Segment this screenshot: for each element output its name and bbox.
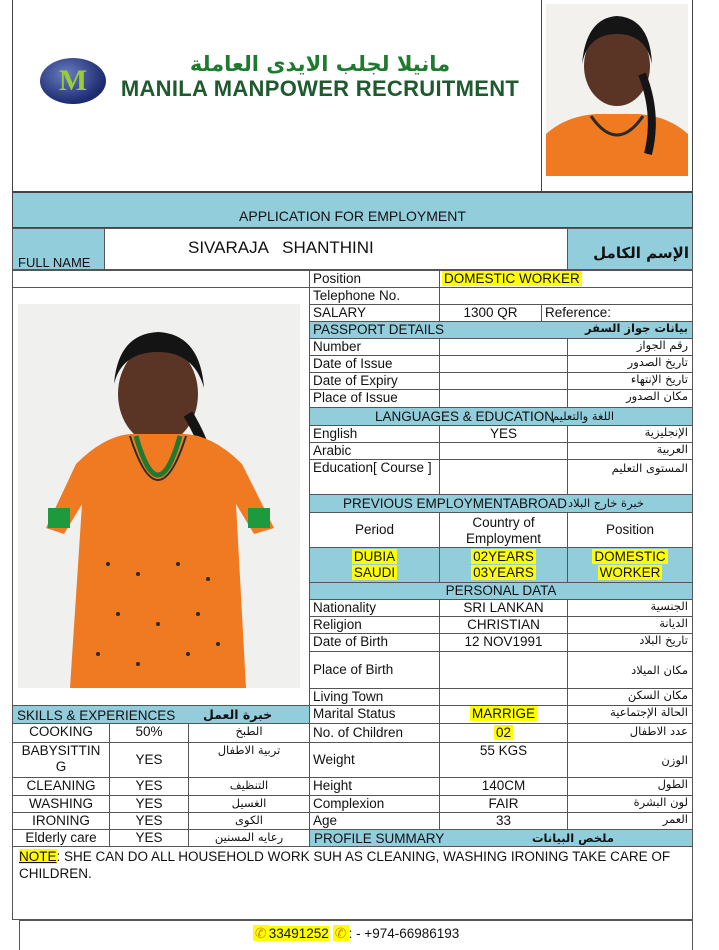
marital-value-cell [439, 705, 568, 724]
weight-label: Weight [309, 742, 440, 778]
education-label: Education[ Course ] [309, 459, 440, 495]
full-name-label: FULL NAME [18, 255, 91, 270]
english-ar: الإنجليزية [567, 425, 693, 443]
children-value: 02 [495, 725, 512, 740]
col-period: Period [309, 512, 440, 548]
employment-country-cell [439, 547, 568, 583]
complexion-label: Complexion [309, 795, 440, 813]
height-ar: الطول [567, 777, 693, 796]
arabic-value [439, 442, 568, 460]
age-label: Age [309, 812, 440, 830]
dob-ar: تاريخ البلاد [567, 633, 693, 652]
employment-country-1: 02YEARS [473, 549, 534, 564]
skill-washing-label: WASHING [12, 795, 110, 813]
skill-babysitting-ar: تربية الاطفال [188, 742, 310, 778]
arabic-label: Arabic [309, 442, 440, 460]
passport-expiry-value [439, 372, 568, 390]
pob-value [439, 651, 568, 689]
employment-country-2: 03YEARS [473, 564, 534, 580]
english-label: English [309, 425, 440, 443]
telephone-value [439, 287, 693, 305]
position-value-cell [439, 270, 693, 288]
height-value: 140CM [439, 777, 568, 796]
passport-title-ar: بيانات جواز السفر [508, 321, 693, 339]
skill-ironing-label: IRONING [12, 812, 110, 830]
skill-elderly-value: YES [109, 829, 189, 847]
living-town-ar: مكان السكن [567, 688, 693, 706]
employment-position-1: DOMESTIC [594, 549, 666, 564]
nationality-label: Nationality [309, 599, 440, 617]
skill-babysitting-value: YES [109, 742, 189, 778]
phone-icon-2: ✆ [333, 925, 349, 941]
footer-contact [19, 920, 693, 950]
personal-title: PERSONAL DATA [309, 582, 693, 600]
skill-cleaning-label: CLEANING [12, 777, 110, 796]
pob-label: Place of Birth [309, 651, 440, 689]
profile-summary-header [309, 829, 693, 847]
full-body-photo [18, 304, 300, 688]
position-value: DOMESTIC WORKER [444, 271, 580, 286]
skill-cooking-value: 50% [109, 723, 189, 743]
skills-title: SKILLS & EXPERIENCES [17, 708, 176, 723]
religion-value: CHRISTIAN [439, 616, 568, 634]
employment-position-2: WORKER [599, 564, 661, 580]
skill-elderly-ar: رعايه المسنين [188, 829, 310, 847]
previous-title-ar: خبرة خارج البلاد [568, 496, 645, 510]
marital-ar: الحالة الإجتماعية [567, 705, 693, 724]
passport-place-value [439, 389, 568, 408]
employment-position-cell [567, 547, 693, 583]
dob-label: Date of Birth [309, 633, 440, 652]
skill-cooking-ar: الطبخ [188, 723, 310, 743]
telephone-label: Telephone No. [309, 287, 440, 305]
arabic-company-title: مانيلا لجلب الايدى العاملة [189, 52, 451, 76]
skill-cleaning-value: YES [109, 777, 189, 796]
passport-expiry-label: Date of Expiry [309, 372, 440, 390]
note-text: : SHE CAN DO ALL HOUSEHOLD WORK SUH AS CLEANING, WASHING IRONING TAKE CARE OF CHILDREN. [19, 849, 671, 881]
passport-issue-date-ar: تاريخ الصدور [567, 355, 693, 373]
weight-value: 55 KGS [439, 742, 568, 778]
form-title: APPLICATION FOR EMPLOYMENT [239, 208, 466, 224]
skill-babysitting-label: BABYSITTIN G [12, 742, 110, 778]
passport-issue-date-label: Date of Issue [309, 355, 440, 373]
passport-number-ar: رقم الجواز [567, 338, 693, 356]
dob-value: 12 NOV1991 [439, 633, 568, 652]
passport-expiry-ar: تاريخ الإنتهاء [567, 372, 693, 390]
employment-period-2: SAUDI [353, 564, 396, 580]
english-value: YES [439, 425, 568, 443]
skills-title-ar: خبرة العمل [203, 707, 273, 722]
complexion-value: FAIR [439, 795, 568, 813]
pob-ar: مكان الميلاد [567, 651, 693, 689]
full-name-value: SIVARAJA SHANTHINI [188, 238, 374, 257]
col-position: Position [567, 512, 693, 548]
marital-label: Marital Status [309, 705, 440, 724]
skill-ironing-value: YES [109, 812, 189, 830]
profile-summary-title-ar: ملخص البيانات [532, 831, 614, 845]
employment-period-1: DUBIA [353, 549, 396, 564]
skill-ironing-ar: الكوى [188, 812, 310, 830]
skill-elderly-label: Elderly care [12, 829, 110, 847]
children-ar: عدد الاطفال [567, 723, 693, 743]
passport-issue-date-value [439, 355, 568, 373]
skill-washing-ar: الغسيل [188, 795, 310, 813]
age-value: 33 [439, 812, 568, 830]
salary-value: 1300 QR [439, 304, 542, 322]
children-value-cell [439, 723, 568, 743]
col-country: Country of Employment [439, 512, 568, 548]
company-logo [40, 58, 106, 104]
passport-place-ar: مكان الصدور [567, 389, 693, 408]
logo-letter: M [58, 64, 88, 97]
languages-title-ar: اللغة والتعليم [552, 409, 615, 423]
nationality-ar: الجنسية [567, 599, 693, 617]
portrait-photo [546, 4, 688, 176]
salary-label: SALARY [309, 304, 440, 322]
note-box [12, 846, 693, 920]
company-name: MANILA MANPOWER RECRUITMENT [120, 76, 520, 101]
age-ar: العمر [567, 812, 693, 830]
passport-number-label: Number [309, 338, 440, 356]
living-town-label: Living Town [309, 688, 440, 706]
photo-top-spacer [12, 270, 310, 288]
height-label: Height [309, 777, 440, 796]
passport-number-value [439, 338, 568, 356]
position-label: Position [309, 270, 440, 288]
religion-label: Religion [309, 616, 440, 634]
skill-cooking-label: COOKING [12, 723, 110, 743]
languages-title: LANGUAGES & EDUCATION [375, 409, 555, 424]
previous-title: PREVIOUS EMPLOYMENTABROAD [343, 496, 568, 511]
education-ar: المستوى التعليم [567, 459, 693, 495]
employment-period-cell [309, 547, 440, 583]
weight-ar: الوزن [567, 742, 693, 778]
skill-washing-value: YES [109, 795, 189, 813]
marital-value: MARRIGE [471, 706, 535, 721]
note-label: NOTE [19, 849, 57, 864]
living-town-value [439, 688, 568, 706]
arabic-ar: العربية [567, 442, 693, 460]
passport-place-label: Place of Issue [309, 389, 440, 408]
religion-ar: الديانة [567, 616, 693, 634]
footer-phone-2: : - +974-66986193 [348, 926, 460, 941]
complexion-ar: لون البشرة [567, 795, 693, 813]
previous-header [309, 494, 693, 513]
footer-phone-1: 33491252 [268, 926, 329, 941]
phone-icon: ✆ [253, 925, 269, 941]
languages-header [309, 407, 693, 426]
education-value [439, 459, 568, 495]
reference-label: Reference: [541, 304, 693, 322]
full-name-label-ar: الإسم الكامل [593, 244, 689, 262]
nationality-value: SRI LANKAN [439, 599, 568, 617]
children-label: No. of Children [309, 723, 440, 743]
passport-title: PASSPORT DETAILS [309, 321, 509, 339]
skill-cleaning-ar: التنظيف [188, 777, 310, 796]
profile-summary-title: PROFILE SUMMARY [314, 831, 445, 846]
skills-header [12, 705, 310, 724]
